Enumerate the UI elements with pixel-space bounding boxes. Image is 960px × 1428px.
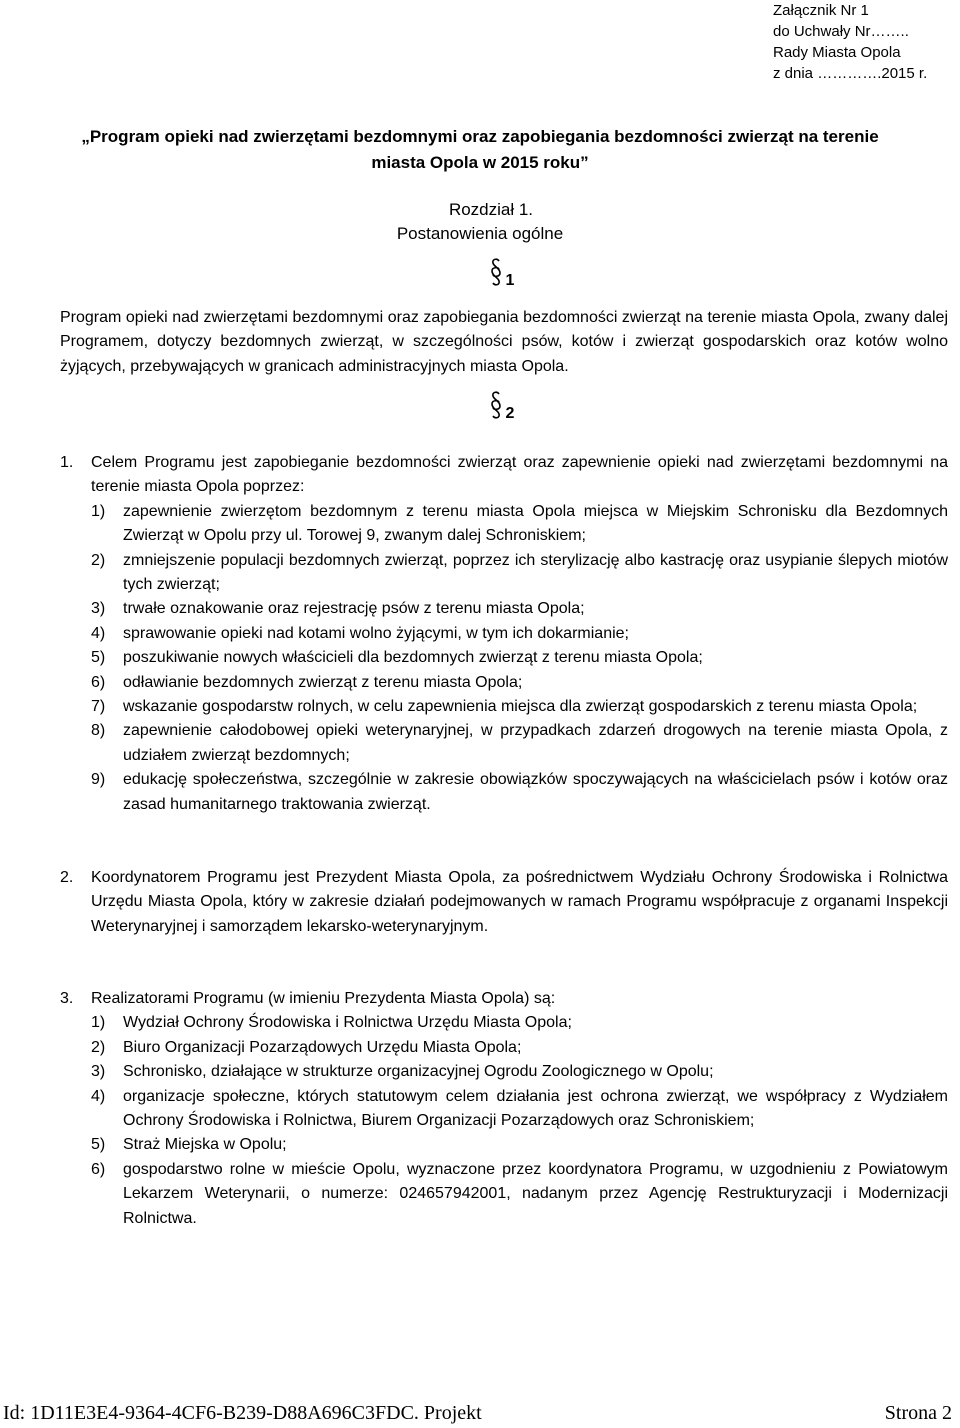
section-3 — [60, 987, 948, 1231]
item-text: gospodarstwo rolne w mieście Opolu, wyznaczone przez koordynatora Programu, w uzgodnieniu z Powiatowym Lekarzem Weterynarii, o numerze: 024657942001, nadanym przez Agencję Restrukturyzacji i Modernizacji Rolnictwa. — [123, 1160, 948, 1227]
item-text: poszukiwanie nowych właścicieli dla bezdomnych zwierząt z terenu miasta Opola; — [123, 649, 703, 667]
item-number: 6) — [91, 673, 106, 691]
item-text: trwałe oznakowanie oraz rejestrację psów z terenu miasta Opola; — [123, 600, 585, 618]
list-item — [91, 500, 948, 549]
paragraph-1-text: Program opieki nad zwierzętami bezdomnymi oraz zapobiegania bezdomności zwierząt na terenie miasta Opola, zwany dalej Programem, dotyczy bezdomnych zwierząt, w szczególności psów, kotów i zwierząt gospodarskich oraz kotów wolno żyjących, przebywających w granicach administracyjnych miasta Opola. — [60, 309, 948, 375]
item-number: 2) — [91, 551, 106, 569]
list-item — [91, 1036, 948, 1060]
section-sign-icon — [490, 391, 502, 419]
attachment-line: do Uchwały Nr…….. — [773, 23, 909, 40]
item-number: 5) — [91, 1136, 106, 1154]
attachment-line: Załącznik Nr 1 — [773, 2, 869, 19]
chapter-name: Postanowienia ogólne — [396, 224, 564, 243]
section-2 — [60, 866, 948, 939]
item-number: 1) — [91, 1014, 106, 1032]
chapter-number: Rozdział 1. — [448, 200, 534, 219]
item-text: zapewnienie całodobowej opieki weterynaryjnej, w przypadkach zdarzeń drogowych na terenie miasta Opola, z udziałem zwierząt bezdomnych; — [123, 722, 948, 764]
item-text: sprawowanie opieki nad kotami wolno żyjącymi, w tym ich dokarmianie; — [123, 624, 629, 642]
item-number: 6) — [91, 1160, 106, 1178]
list-item — [91, 1133, 948, 1157]
title-line: „Program opieki nad zwierzętami bezdomnymi oraz zapobiegania bezdomności zwierząt na terenie — [81, 127, 879, 146]
attachment-line: z dnia ………….2015 r. — [773, 65, 928, 82]
section-number: 3. — [60, 990, 74, 1007]
item-text: Schronisko, działające w strukturze organizacyjnej Ogrodu Zoologicznego w Opolu; — [123, 1063, 714, 1081]
item-text: organizacje społeczne, których statutowym celem działania jest ochrona zwierząt, we współpracy z Wydziałem Ochrony Środowiska i Rolnictwa, Biurem Organizacji Pozarządowych oraz Schroniskiem; — [123, 1087, 948, 1130]
section-1-list — [91, 500, 948, 817]
item-number: 5) — [91, 649, 106, 667]
section-intro: Koordynatorem Programu jest Prezydent Miasta Opola, za pośrednictwem Wydziału Ochrony Środowiska i Rolnictwa Urzędu Miasta Opola, który w zakresie działań podejmowanych w ramach Programu współpracuje z organami Inspekcji Weterynaryjnej i samorządem lekarsko-weterynaryjnym. — [91, 869, 948, 935]
item-number: 4) — [91, 1087, 106, 1105]
list-item — [91, 1085, 948, 1134]
list-item — [91, 719, 948, 768]
item-number: 7) — [91, 698, 106, 716]
item-number: 4) — [91, 624, 106, 642]
section-number: 1. — [60, 454, 74, 471]
paragraph-1-heading — [490, 272, 530, 290]
document-id: Id: 1D11E3E4-9364-4CF6-B239-D88A696C3FDC. Projekt — [3, 1402, 482, 1424]
paragraph-2-heading — [490, 405, 530, 423]
list-item — [91, 597, 948, 621]
section-1 — [60, 451, 948, 817]
item-number: 2) — [91, 1038, 106, 1056]
item-number: 3) — [91, 600, 106, 618]
list-item — [91, 695, 948, 719]
item-text: odławianie bezdomnych zwierząt z terenu miasta Opola; — [123, 673, 523, 691]
list-item — [91, 549, 948, 598]
item-text: zmniejszenie populacji bezdomnych zwierząt, poprzez ich sterylizację albo kastrację oraz usypianie ślepych miotów tych zwierząt; — [123, 551, 948, 594]
attachment-line: Rady Miasta Opola — [773, 44, 901, 61]
list-item — [91, 671, 948, 695]
list-item — [91, 768, 948, 817]
item-number: 9) — [91, 771, 106, 789]
page-number: Strona 2 — [884, 1402, 952, 1424]
list-item — [91, 1011, 948, 1035]
document-title — [40, 124, 920, 176]
page-footer — [3, 1402, 952, 1425]
section-number: 2. — [60, 869, 74, 886]
item-text: wskazanie gospodarstw rolnych, w celu zapewnienia miejsca dla zwierząt gospodarskich z terenu miasta Opola; — [123, 698, 918, 716]
section-3-list — [91, 1011, 948, 1231]
item-text: zapewnienie zwierzętom bezdomnym z terenu miasta Opola miejsca w Miejskim Schronisku dla Bezdomnych Zwierząt w Opolu przy ul. Torowej 9, zwanym dalej Schroniskiem; — [123, 502, 948, 545]
section-intro: Celem Programu jest zapobieganie bezdomności zwierząt oraz zapewnienie opieki nad zwierzętami bezdomnymi na terenie miasta Opola poprzez: — [91, 454, 948, 496]
section-sign-icon — [490, 258, 502, 286]
list-item — [91, 1060, 948, 1084]
list-item — [91, 1158, 948, 1231]
paragraph-number: 2 — [505, 405, 515, 422]
list-item — [91, 646, 948, 670]
list-item — [91, 622, 948, 646]
item-number: 8) — [91, 722, 106, 740]
item-text: Biuro Organizacji Pozarządowych Urzędu Miasta Opola; — [123, 1038, 522, 1056]
title-line: miasta Opola w 2015 roku” — [371, 153, 589, 172]
paragraph-number: 1 — [505, 272, 515, 289]
item-text: Straż Miejska w Opolu; — [123, 1136, 287, 1154]
section-intro: Realizatorami Programu (w imieniu Prezydenta Miasta Opola) są: — [91, 990, 556, 1007]
item-number: 1) — [91, 502, 106, 520]
item-number: 3) — [91, 1063, 106, 1081]
item-text: edukację społeczeństwa, szczególnie w zakresie obowiązków spoczywających na właścicielach psów i kotów oraz zasad humanitarnego traktowania zwierząt. — [123, 771, 948, 813]
item-text: Wydział Ochrony Środowiska i Rolnictwa Urzędu Miasta Opola; — [123, 1014, 572, 1032]
attachment-header — [773, 0, 927, 84]
